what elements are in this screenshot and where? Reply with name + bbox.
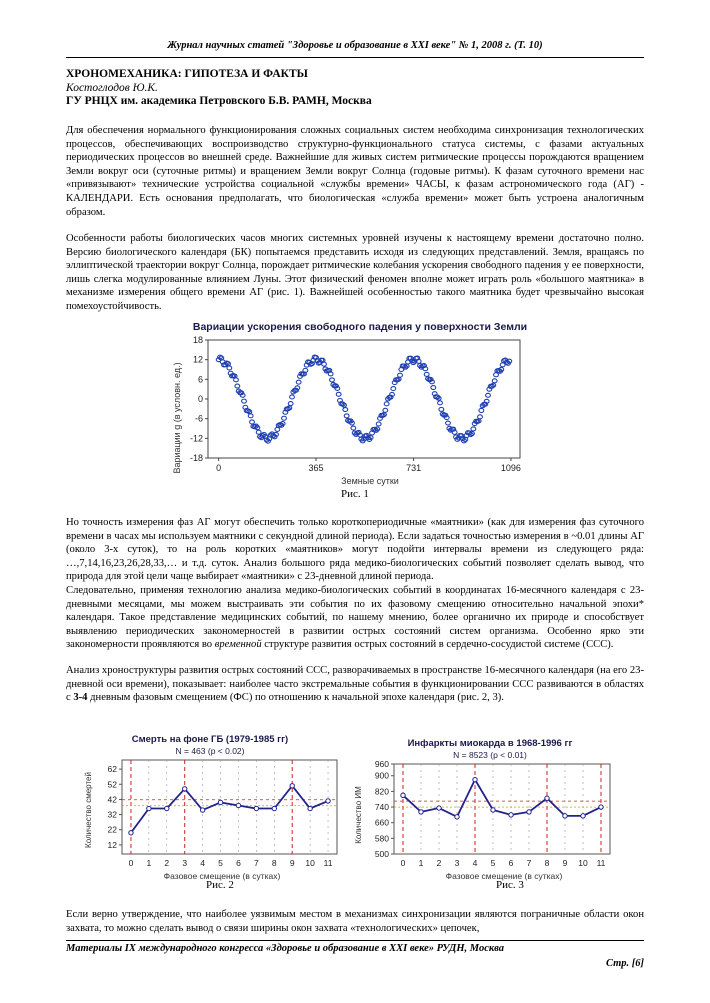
fig3-ytick-label: 500 — [374, 849, 389, 859]
fig3-point — [473, 777, 477, 781]
fig3-xtick-label: 4 — [472, 858, 478, 868]
fig3-point — [509, 813, 513, 817]
fig2-xtick-label: 6 — [236, 858, 241, 868]
fig1-point — [391, 387, 396, 391]
fig2-ytick-label: 22 — [107, 824, 117, 835]
fig2-point — [290, 784, 294, 788]
fig2-ytick-label: 12 — [107, 839, 117, 850]
fig2-point — [165, 806, 169, 810]
fig1-point — [439, 407, 444, 411]
fig3-ytick-label: 740 — [374, 802, 389, 813]
fig3-xtick-label: 3 — [454, 858, 460, 868]
journal-header: Журнал научных статей "Здоровье и образование в XXI веке" № 1, 2008 г. (Т. 10) — [167, 40, 543, 51]
fig2-plot-frame — [122, 760, 337, 854]
fig1-point — [256, 430, 261, 434]
fig1-point — [242, 399, 247, 403]
fig1-point — [376, 422, 381, 426]
fig1-ytick-label: -12 — [189, 433, 203, 444]
fig3-point — [437, 806, 441, 810]
paragraph-2: Особенности работы биологических часов многих системных уровней изучены к настоящему времени достаточно полно. Версию биологического календаря (БК) попытаемся представить исходя из следующих представлений. Земля, вращаясь по эллиптической траектории вокруг Солнца, порождает ритмические колебания ускорения свободного падения у ее поверхности, лишь слегка модулированные влиянием Луны. Этот физический феномен вполне может играть роль «большого маятника» в механизме измерения общего времени АГ (рис. 1). Важнейшей особенностью такого маятника будет чрезвычайно высокая помехоустойчивость. — [66, 233, 644, 312]
paragraph-5-part-a: Анализ хроноструктуры развития острых состояний ССС, разворачиваемых в пространстве 16-месячного календаря (на его 23-дневной оси времени), показывает: наиболее часто экстремальные события в функционировании ССС развиваются в областях с — [66, 665, 644, 704]
fig1-point — [351, 426, 356, 430]
fig1-point — [383, 408, 388, 412]
fig2-subtitle: N = 463 (р < 0.02) — [175, 746, 245, 756]
fig3-xtick-label: 1 — [418, 858, 424, 868]
page-number: Стр. [6] — [605, 958, 644, 969]
fig2-xlabel: Фазовое смещение (в сутках) — [163, 871, 281, 881]
fig3-xtick-label: 10 — [578, 858, 588, 868]
fig2-xtick-label: 0 — [128, 858, 134, 868]
fig3-series-line — [403, 780, 601, 817]
conference-footer: Материалы IX международного конгресса «Здоровье и образование в XXI веке» РУДН, Москва — [66, 943, 505, 954]
paragraph-5-part-c: дневным фазовым смещением (ФС) по отношению к начальной эпохе календаря (рис. 2, 3). — [87, 692, 504, 704]
paragraph-6: Если верно утверждение, что наиболее уязвимым местом в механизмах синхронизации являются пограничные области окон захвата, то можно сделать вывод о связи ширины окон захвата «технологических» цепочек, — [66, 909, 644, 934]
fig3-xtick-label: 0 — [400, 858, 406, 868]
fig3-ylabel: Количество ИМ — [354, 786, 363, 844]
fig1-point — [492, 379, 497, 383]
paragraph-3: Но точность измерения фаз АГ могут обеспечить только короткопериодичные «маятники» (как для измерения фаз суточного времени в часах мы используем маятники с секундной длиной периода). Если задаться точностью измерения в ~0.01 длины АГ (около 3-х суток), то на роль коротких «маятников» могут подойти интервалы времени из следующего ряда: …,7,14,16,23,26,28,33,… и т.д. суток. Анализ большого ряда медико-биологических событий позволяет сделать вывод, что природа для этой цели чаще выбирает «маятники» с 23-дневной длиной периода. — [66, 517, 644, 583]
fig3-ytick-label: 960 — [374, 759, 389, 769]
fig2-ylabel: Количество смертей — [84, 772, 93, 848]
fig2-point — [183, 787, 187, 791]
fig1-xtick-label: 731 — [406, 463, 422, 473]
figure-1-caption: Рис. 1 — [341, 488, 369, 500]
figure-3-caption: Рис. 3 — [496, 879, 524, 891]
fig1-xtick-label: 365 — [308, 463, 324, 473]
fig3-point — [491, 808, 495, 812]
figure-2-caption: Рис. 2 — [206, 879, 234, 891]
fig1-ytick-label: -18 — [189, 453, 203, 463]
fig1-point — [446, 421, 451, 425]
fig2-point — [308, 806, 312, 810]
figure-1-chart — [170, 318, 540, 503]
fig2-xtick-label: 8 — [271, 858, 277, 868]
fig1-point — [343, 408, 348, 412]
fig1-ytick-label: -6 — [194, 413, 203, 424]
fig1-point — [288, 402, 293, 406]
fig2-ytick-label: 62 — [107, 764, 117, 775]
fig2-point — [254, 806, 258, 810]
fig1-point — [336, 392, 341, 396]
paragraph-4-part-b: структуре развития острых состояний в сердечно-сосудистой системе (ССС). — [261, 639, 614, 651]
fig3-xtick-label: 2 — [436, 858, 442, 868]
fig1-xtick-label: 0 — [216, 463, 222, 473]
fig1-point — [290, 395, 295, 399]
fig1-point — [248, 414, 253, 418]
fig3-xtick-label: 7 — [526, 858, 532, 868]
fig2-xtick-label: 5 — [218, 858, 223, 868]
fig3-xtick-label: 9 — [562, 858, 568, 868]
fig1-point — [384, 402, 389, 406]
fig2-xtick-label: 11 — [323, 858, 333, 868]
fig2-xtick-label: 9 — [289, 858, 295, 868]
article-author: Костоглодов Ю.К. — [66, 82, 158, 94]
fig2-xtick-label: 7 — [254, 858, 259, 868]
fig3-xtick-label: 8 — [544, 858, 550, 868]
fig3-xtick-label: 5 — [490, 858, 496, 868]
fig1-point — [282, 416, 287, 420]
fig2-point — [326, 799, 330, 803]
fig3-ytick-label: 820 — [374, 786, 389, 797]
fig3-point — [401, 793, 405, 797]
fig3-xtick-label: 11 — [596, 858, 606, 868]
fig1-ylabel: Вариации g (в условн. ед.) — [172, 362, 182, 474]
fig2-title: Смерть на фоне ГБ (1979-1985 гг) — [131, 734, 289, 745]
fig1-point — [478, 415, 483, 419]
fig3-ytick-label: 900 — [374, 770, 389, 781]
fig2-point — [200, 808, 204, 812]
paragraph-5-bold: 3-4 — [73, 692, 88, 704]
article-affiliation: ГУ РНЦХ им. академика Петровского Б.В. РАМН, Москва — [66, 95, 372, 107]
fig2-point — [147, 806, 151, 810]
paragraph-4-part-a: Следовательно, применяя технологию анализа медико-биологических событий в координатах 16-месячного календаря с 23-дневными месяцами, мы можем выстраивать эти события по их фазовому смещению относительно начальной эпохи* календаря. Такое представление медицинских событий, по нашему мнению, более органично их природе и способствует выявлению периодических закономерностей в развитии острых состояний систем организма. Особенно ярко эти закономерности проявляются во — [66, 585, 644, 651]
fig1-title: Вариации ускорения свободного падения у поверхности Земли — [192, 321, 528, 333]
fig2-xtick-label: 3 — [182, 858, 188, 868]
fig3-point — [545, 796, 549, 800]
fig3-ytick-label: 580 — [374, 833, 389, 844]
fig2-xtick-label: 2 — [164, 858, 170, 868]
header-rule — [66, 57, 644, 58]
fig1-xlabel: Земные сутки — [341, 476, 399, 486]
fig3-xlabel: Фазовое смещение (в сутках) — [445, 871, 563, 881]
figure-3-chart — [352, 730, 614, 885]
fig2-xtick-label: 4 — [200, 858, 205, 868]
fig3-point — [419, 810, 423, 814]
fig3-title: Инфаркты миокарда в 1968-1996 гг — [407, 738, 573, 749]
footer-rule — [66, 940, 644, 941]
fig2-point — [236, 803, 240, 807]
fig2-point — [272, 806, 276, 810]
fig1-point — [479, 408, 484, 412]
fig3-point — [581, 814, 585, 818]
fig3-point — [599, 805, 603, 809]
fig1-ytick-label: 18 — [192, 335, 203, 345]
paragraph-4-emphasis: временной — [214, 639, 262, 651]
fig1-point — [296, 380, 301, 384]
fig3-xtick-label: 6 — [508, 858, 514, 868]
fig3-ytick-label: 660 — [374, 817, 389, 828]
fig1-ytick-label: 6 — [197, 374, 203, 385]
fig3-plot-frame — [394, 764, 610, 854]
fig1-point — [235, 384, 240, 388]
fig1-xtick-label: 1096 — [500, 463, 521, 473]
paragraph-1: Для обеспечения нормального функционирования сложных социальных систем необходима синхронизация технологических процессов, обеспечивающих воспроизводство структурно-функционального статуса системы, с фазами актуальных периодических процессов во внешней среде. Важнейшие для живых систем ритмические процессы порождаются вращением Земли вокруг оси (суточные ритмы) и вращением Земли вокруг Солнца (годовые ритмы). К фазам суточного времени нас «привязывают» технические устройства социальной «службы времени» ЧАСЫ, к фазам астрономического года (АГ) - КАЛЕНДАРИ. Есть основания предполагать, что биологическая «служба времени» может быть устроена аналогичным образом. — [66, 125, 644, 218]
fig1-point — [227, 366, 232, 370]
fig1-ytick-label: 0 — [197, 394, 203, 404]
paragraph-4 — [66, 584, 644, 652]
fig2-ytick-label: 42 — [107, 794, 117, 805]
fig2-point — [129, 831, 133, 835]
fig2-xtick-label: 10 — [305, 858, 315, 868]
fig1-point — [431, 386, 436, 390]
fig1-point — [471, 427, 476, 431]
fig3-subtitle: N = 8523 (р < 0.01) — [453, 750, 527, 760]
paragraph-5 — [66, 664, 644, 705]
fig1-ytick-label: 12 — [192, 354, 203, 365]
fig3-point — [527, 810, 531, 814]
fig1-point — [438, 401, 443, 405]
figure-2-chart — [82, 730, 340, 885]
fig1-point — [250, 420, 255, 424]
fig3-point — [455, 815, 459, 819]
fig2-xtick-label: 1 — [146, 858, 152, 868]
fig1-point — [398, 373, 403, 377]
fig1-point — [424, 372, 429, 376]
fig3-point — [563, 814, 567, 818]
fig1-point — [486, 393, 491, 397]
fig2-series-line — [131, 786, 328, 833]
fig2-ytick-label: 52 — [107, 779, 117, 790]
fig1-point — [275, 427, 280, 431]
fig1-point — [344, 414, 349, 418]
fig2-ytick-label: 32 — [107, 809, 117, 820]
fig2-point — [218, 800, 222, 804]
fig1-point — [330, 378, 335, 382]
article-title: ХРОНОМЕХАНИКА: ГИПОТЕЗА И ФАКТЫ — [66, 68, 308, 80]
